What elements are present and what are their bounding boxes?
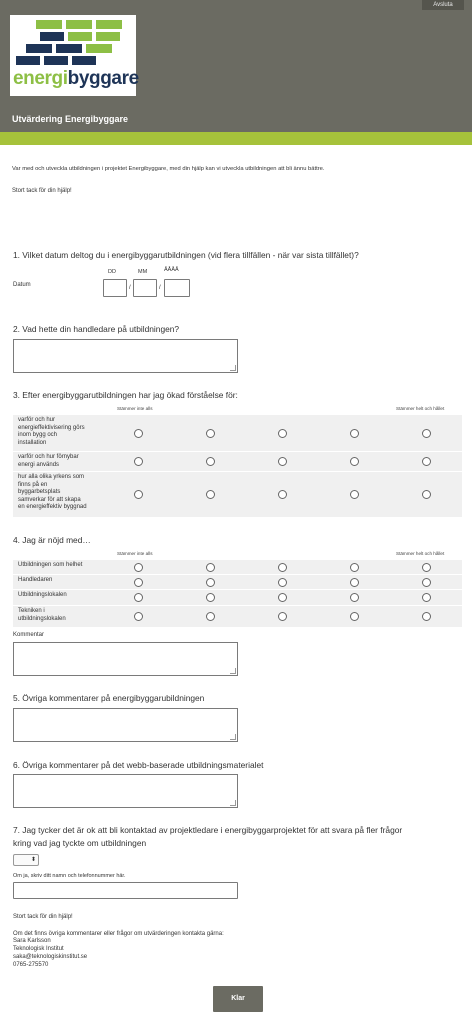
q3-row-1-option-1-radio[interactable]	[134, 429, 143, 438]
q3-row	[13, 452, 462, 471]
q4-row-4-option-4-radio[interactable]	[350, 612, 359, 621]
q1-row-label: Datum	[13, 282, 31, 288]
q3-row-label: varför och hur förnybar energi används	[18, 454, 79, 468]
q4-row-3-option-3-radio[interactable]	[278, 593, 287, 602]
q7-contact-input[interactable]	[13, 882, 238, 899]
q4-row-4-option-5-radio[interactable]	[422, 612, 431, 621]
q4-row-label: Utbildningen som helhet	[18, 562, 83, 568]
q1-year-input[interactable]	[164, 279, 190, 297]
q3-row-1-option-5-radio[interactable]	[422, 429, 431, 438]
q3-row-2-option-2-radio[interactable]	[206, 457, 215, 466]
q3-scale-high: Stämmer helt och hållet	[396, 406, 445, 411]
footer-line-2: Sara Karlsson	[13, 938, 51, 944]
q3-row-2-option-5-radio[interactable]	[422, 457, 431, 466]
q4-comment-label: Kommentar	[13, 632, 45, 638]
q4-row-4-option-3-radio[interactable]	[278, 612, 287, 621]
footer-line-3: Teknologisk Institut	[13, 946, 64, 952]
intro-thanks: Stort tack för din hjälp!	[12, 188, 72, 194]
q1-mm-label: MM	[138, 269, 148, 275]
energibyggare-logo: energibyggare	[10, 15, 136, 96]
q1-month-input[interactable]	[133, 279, 157, 297]
q4-row-label: Handledaren	[18, 577, 53, 583]
q4-comment-textarea[interactable]	[13, 642, 238, 676]
q4-row	[13, 590, 462, 605]
q1-yyyy-label: ÅÅÅÅ	[164, 267, 179, 273]
q1-day-input[interactable]	[103, 279, 127, 297]
q4-row	[13, 606, 462, 627]
q3-row-label: hur alla olika yrkens som finns på en byggarbetsplats samverkar för att skapa en energieffektiv byggnad	[18, 474, 87, 510]
q6-label: 6. Övriga kommentarer på det webb-baserade utbildningsmaterialet	[13, 760, 264, 770]
footer-line-1: Om det finns övriga kommentarer eller frågor om utvärderingen kontakta gärna:	[13, 931, 224, 937]
q4-row-1-option-5-radio[interactable]	[422, 563, 431, 572]
q4-row-label: Utbildningslokalen	[18, 592, 67, 598]
q4-row-2-option-4-radio[interactable]	[350, 578, 359, 587]
q4-row-3-option-5-radio[interactable]	[422, 593, 431, 602]
q5-textarea[interactable]	[13, 708, 238, 742]
q3-row	[13, 415, 462, 451]
q3-row-2-option-1-radio[interactable]	[134, 457, 143, 466]
q3-row-3-option-3-radio[interactable]	[278, 490, 287, 499]
q4-scale-low: Stämmer inte alls	[117, 551, 153, 556]
q2-label: 2. Vad hette din handledare på utbildningen?	[13, 324, 180, 334]
q4-row	[13, 575, 462, 589]
q4-row-2-option-3-radio[interactable]	[278, 578, 287, 587]
q4-row-2-option-1-radio[interactable]	[134, 578, 143, 587]
q4-row	[13, 560, 462, 574]
intro-text: Var med och utveckla utbildningen i projektet Energibyggare, med din hjälp kan vi utveckla utbildningen att bli ännu bättre.	[12, 166, 325, 172]
q3-row-3-option-1-radio[interactable]	[134, 490, 143, 499]
q4-row-1-option-2-radio[interactable]	[206, 563, 215, 572]
q4-row-1-option-4-radio[interactable]	[350, 563, 359, 572]
q4-row-1-option-1-radio[interactable]	[134, 563, 143, 572]
q3-row-2-option-4-radio[interactable]	[350, 457, 359, 466]
q2-textarea[interactable]	[13, 339, 238, 373]
q3-row-3-option-2-radio[interactable]	[206, 490, 215, 499]
q4-row-3-option-4-radio[interactable]	[350, 593, 359, 602]
q4-row-4-option-1-radio[interactable]	[134, 612, 143, 621]
abort-button[interactable]: Avsluta	[422, 0, 464, 10]
q3-row-3-option-5-radio[interactable]	[422, 490, 431, 499]
q5-label: 5. Övriga kommentarer på energibyggarubildningen	[13, 693, 205, 703]
q4-row-2-option-2-radio[interactable]	[206, 578, 215, 587]
q1-dd-label: DD	[108, 269, 116, 275]
submit-button[interactable]: Klar	[213, 986, 263, 1012]
q4-row-2-option-5-radio[interactable]	[422, 578, 431, 587]
q7-label-line2: kring vad jag tyckte om utbildningen	[13, 838, 147, 848]
page-title: Utvärdering Energibyggare	[12, 114, 129, 124]
q3-row-1-option-4-radio[interactable]	[350, 429, 359, 438]
q4-row-1-option-3-radio[interactable]	[278, 563, 287, 572]
q4-row-4-option-2-radio[interactable]	[206, 612, 215, 621]
q4-label: 4. Jag är nöjd med…	[13, 535, 91, 545]
q6-textarea[interactable]	[13, 774, 238, 808]
q3-row-2-option-3-radio[interactable]	[278, 457, 287, 466]
q4-row-3-option-2-radio[interactable]	[206, 593, 215, 602]
q3-row-3-option-4-radio[interactable]	[350, 490, 359, 499]
q3-row	[13, 472, 462, 517]
q4-row-3-option-1-radio[interactable]	[134, 593, 143, 602]
footer-line-4: saka@teknologiskinstitut.se	[13, 954, 88, 960]
q4-row-label: Tekniken i utbildningslokalen	[18, 608, 66, 622]
q3-label: 3. Efter energibyggarutbildningen har jag ökad förståelse för:	[13, 390, 238, 400]
q3-row-1-option-3-radio[interactable]	[278, 429, 287, 438]
q3-scale-low: Stämmer inte alls	[117, 406, 153, 411]
q4-scale-high: Stämmer helt och hållet	[396, 551, 445, 556]
q3-row-1-option-2-radio[interactable]	[206, 429, 215, 438]
q7-label-line1: 7. Jag tycker det är ok att bli kontaktad av projektledare i energibyggarprojektet för att svara på fler frågor	[13, 825, 403, 835]
q7-select[interactable]: ⬍	[13, 854, 39, 866]
q7-followup-label: Om ja, skriv ditt namn och telefonnummer här.	[13, 873, 126, 879]
footer-line-5: 0765-275570	[13, 962, 49, 968]
q3-row-label: varför och hur energieffektivisering görs inom bygg och installation	[18, 417, 85, 446]
accent-bar	[0, 132, 472, 145]
q1-label: 1. Vilket datum deltog du i energibyggarutbildningen (vid flera tillfällen - när var sista tillfället)?	[13, 250, 359, 260]
footer-thanks: Stort tack för din hjälp!	[13, 914, 73, 920]
